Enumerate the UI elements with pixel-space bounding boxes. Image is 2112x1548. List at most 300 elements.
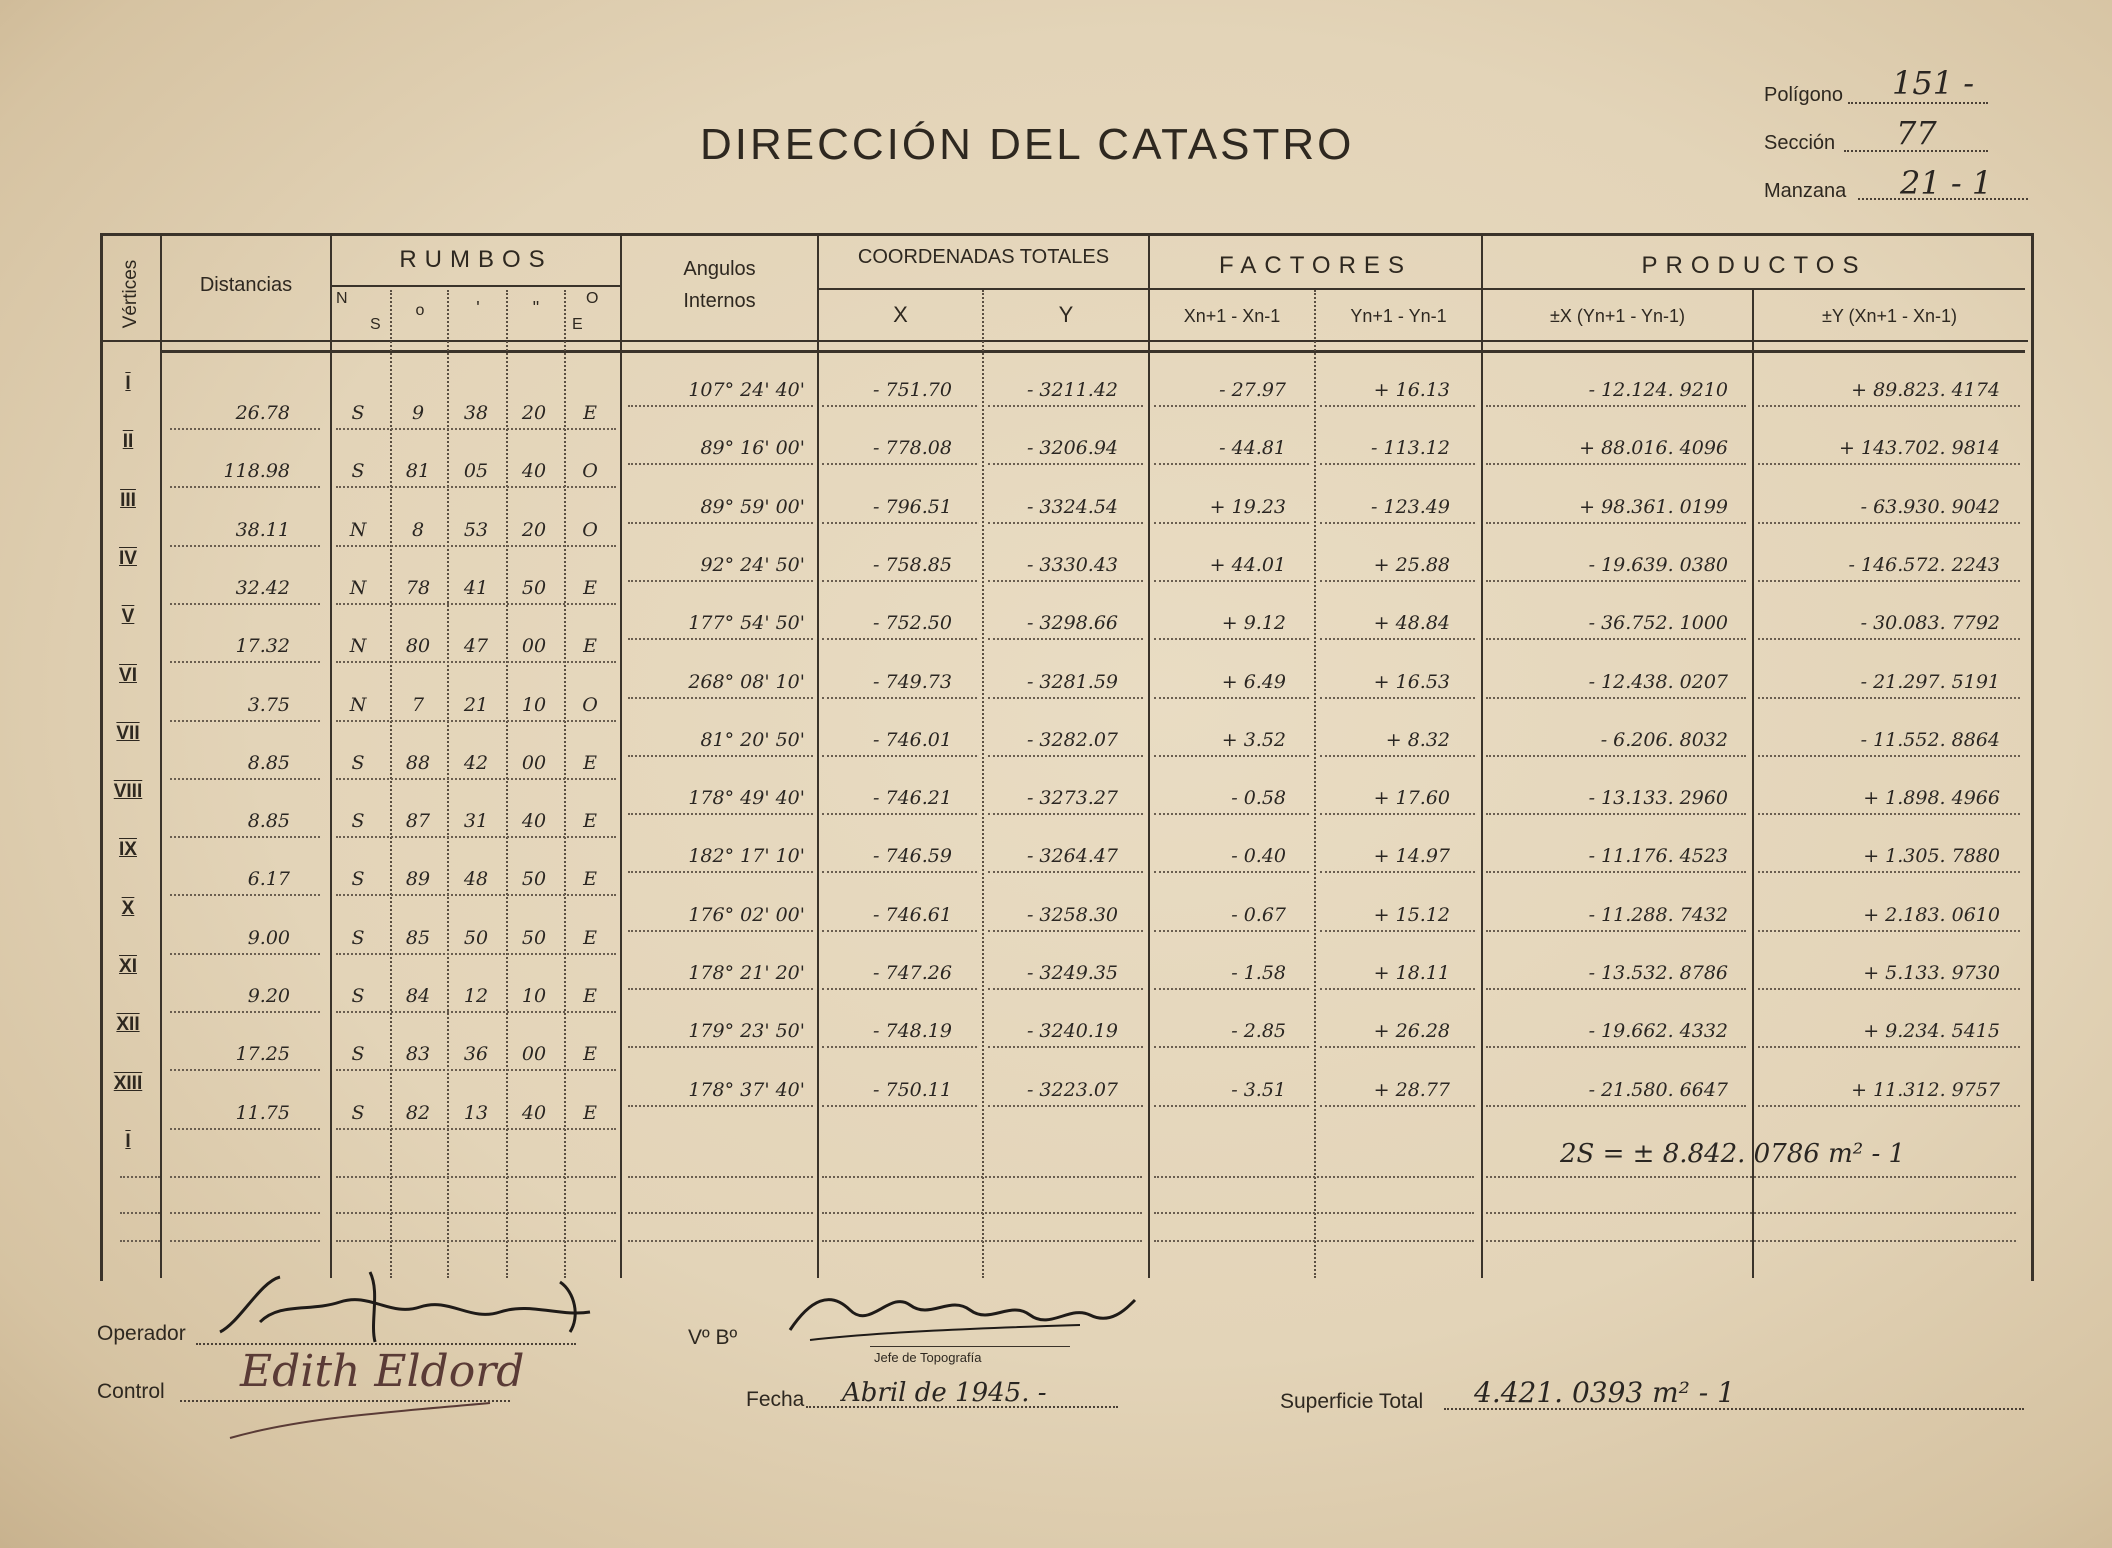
x-cell: - 748.19 [873, 1020, 952, 1043]
vertex-label: XI [119, 956, 137, 977]
rumbo-eo-cell: E [583, 1043, 597, 1066]
row-dotted-rule [1486, 755, 1746, 757]
px-cell: - 21.580. 6647 [1588, 1078, 1728, 1101]
row-dotted-rule [170, 603, 320, 605]
rumbo-deg-cell: 89 [405, 868, 431, 891]
row-dotted-rule [1154, 930, 1309, 932]
row-dotted-rule [170, 953, 320, 955]
x-cell: - 746.59 [873, 845, 952, 868]
row-dotted-rule [1154, 638, 1309, 640]
fx-cell: - 0.40 [1231, 845, 1286, 868]
row-dotted-rule [988, 988, 1143, 990]
distance-cell: 8.85 [247, 751, 290, 774]
rumbo-sec-cell: 40 [521, 1101, 547, 1124]
row-dotted-rule [336, 1176, 616, 1178]
row-dotted-rule [628, 697, 813, 699]
rumbo-ns-header: N [336, 290, 348, 307]
fecha-label: Fecha [746, 1388, 805, 1411]
row-dotted-rule [1486, 1105, 1746, 1107]
row-dotted-rule [1758, 522, 2020, 524]
row-dotted-rule [170, 1128, 320, 1130]
row-dotted-rule [628, 522, 813, 524]
row-dotted-rule [1486, 988, 1746, 990]
row-dotted-rule [1154, 1240, 1474, 1242]
row-dotted-rule [170, 1240, 320, 1242]
py-cell: - 63.930. 9042 [1860, 495, 2000, 518]
jefe-label: Jefe de Topografía [874, 1350, 982, 1365]
distance-cell: 3.75 [247, 693, 290, 716]
rumbo-ns-cell: N [349, 635, 367, 658]
distance-cell: 9.00 [247, 926, 290, 949]
fy-cell: - 123.49 [1371, 495, 1450, 518]
rumbo-eo-cell: E [583, 926, 597, 949]
row-dotted-rule [628, 755, 813, 757]
rumbo-deg-cell: 7 [411, 693, 425, 716]
px-cell: - 19.639. 0380 [1588, 553, 1728, 576]
py-cell: + 1.305. 7880 [1863, 845, 2000, 868]
rumbo-deg-cell: 9 [411, 402, 425, 424]
row-dotted-rule [170, 720, 320, 722]
fy-cell: + 16.13 [1373, 379, 1450, 401]
coordenadas-header: COORDENADAS TOTALES [857, 246, 1110, 268]
row-dotted-rule [170, 778, 320, 780]
angle-cell: 178° 49' 40' [688, 787, 805, 810]
angle-cell: 179° 23' 50' [688, 1020, 805, 1043]
px-cell: - 13.133. 2960 [1588, 787, 1728, 810]
row-dotted-rule [1486, 580, 1746, 582]
row-dotted-rule [822, 813, 977, 815]
row-dotted-rule [988, 1046, 1143, 1048]
row-dotted-rule [988, 1105, 1143, 1107]
row-dotted-rule [1154, 813, 1309, 815]
row-dotted-rule [1154, 988, 1309, 990]
rumbo-min-cell: 50 [463, 926, 489, 949]
rumbo-sec-cell: 20 [521, 402, 547, 424]
angle-cell: 176° 02' 00' [688, 903, 805, 926]
row-dotted-rule [822, 1240, 1142, 1242]
row-dotted-rule [336, 545, 616, 547]
row-dotted-rule [1758, 871, 2020, 873]
x-cell: - 746.61 [873, 903, 952, 926]
row-dotted-rule [1758, 755, 2020, 757]
row-dotted-rule [628, 1105, 813, 1107]
operador-label: Operador [97, 1322, 186, 1345]
rumbo-ns-cell: S [351, 926, 365, 949]
seccion-label: Sección [1764, 132, 1836, 154]
row-dotted-rule [988, 930, 1143, 932]
rumbo-eo-cell: O [582, 518, 598, 541]
row-dotted-rule [1486, 1176, 2016, 1178]
row-dotted-rule [1758, 930, 2020, 932]
x-cell: - 750.11 [873, 1078, 952, 1101]
row-dotted-rule [1486, 463, 1746, 465]
row-dotted-rule [1758, 697, 2020, 699]
internos-header: Internos [683, 290, 756, 312]
x-cell: - 758.85 [873, 553, 952, 576]
fy-cell: - 113.12 [1371, 437, 1450, 460]
x-cell: - 751.70 [873, 379, 952, 401]
manzana-label: Manzana [1764, 180, 1847, 202]
row-dotted-rule [628, 580, 813, 582]
row-dotted-rule [1154, 1176, 1474, 1178]
vertex-label: I [125, 373, 131, 394]
row-dotted-rule [336, 720, 616, 722]
row-dotted-rule [170, 1069, 320, 1071]
rumbo-sec-cell: 00 [521, 1043, 547, 1066]
row-dotted-rule [1154, 1105, 1309, 1107]
row-dotted-rule [336, 1240, 616, 1242]
distance-cell: 17.32 [235, 635, 290, 658]
row-dotted-rule [1320, 988, 1475, 990]
rumbo-sec-cell: 00 [521, 751, 547, 774]
rumbo-eo-cell: E [583, 635, 597, 658]
row-dotted-rule [628, 1176, 813, 1178]
row-dotted-rule [988, 755, 1143, 757]
px-cell: + 98.361. 0199 [1579, 495, 1728, 518]
vertex-label: X [121, 897, 135, 919]
row-dotted-rule [336, 836, 616, 838]
rumbo-sec-cell: 50 [521, 868, 547, 891]
vertex-label: III [120, 489, 136, 511]
distance-cell: 11.75 [235, 1101, 290, 1124]
distancias-header: Distancias [199, 274, 293, 296]
py-cell: - 146.572. 2243 [1848, 553, 2000, 576]
superficie-label: Superficie Total [1280, 1390, 1424, 1413]
py-cell: + 2.183. 0610 [1863, 903, 2000, 926]
distance-cell: 38.11 [235, 518, 290, 541]
row-dotted-rule [1320, 930, 1475, 932]
py-cell: + 89.823. 4174 [1851, 379, 2000, 401]
rumbo-min-cell: 36 [463, 1043, 489, 1066]
fx-cell: - 0.58 [1231, 787, 1286, 810]
angle-cell: 182° 17' 10' [688, 845, 805, 868]
y-cell: - 3223.07 [1026, 1078, 1118, 1101]
rumbo-eo-cell: E [583, 985, 597, 1007]
row-dotted-rule [822, 580, 977, 582]
rumbo-sec-cell: 00 [521, 635, 547, 658]
fy-cell: + 48.84 [1373, 612, 1450, 635]
x-cell: - 778.08 [873, 437, 952, 460]
row-dotted-rule [1486, 1240, 2016, 1242]
px-cell: - 36.752. 1000 [1588, 612, 1728, 635]
vertex-label: VII [116, 722, 140, 744]
row-dotted-rule [822, 1212, 1142, 1214]
row-dotted-rule [336, 1069, 616, 1071]
row-dotted-rule [628, 871, 813, 873]
px-header: ±X (Yn+1 - Yn-1) [1549, 306, 1686, 326]
rumbo-min-cell: 42 [463, 751, 489, 774]
row-dotted-rule [988, 871, 1143, 873]
y-cell: - 3324.54 [1026, 495, 1118, 518]
row-dotted-rule [988, 405, 1143, 407]
row-dotted-rule [336, 603, 616, 605]
row-dotted-rule [336, 1212, 616, 1214]
py-header: ±Y (Xn+1 - Xn-1) [1821, 306, 1958, 326]
vertex-label: I [125, 1130, 131, 1152]
rumbo-sec-cell: 50 [521, 926, 547, 949]
row-dotted-rule [628, 930, 813, 932]
rumbo-ns-cell: N [349, 518, 367, 541]
row-dotted-rule [1758, 463, 2020, 465]
row-dotted-rule [1758, 988, 2020, 990]
distance-cell: 6.17 [247, 868, 290, 891]
row-dotted-rule [1486, 405, 1746, 407]
rumbo-ns-cell: S [351, 1043, 365, 1066]
x-cell: - 796.51 [873, 495, 952, 518]
rumbos-header: RUMBOS [399, 246, 553, 273]
angle-cell: 178° 21' 20' [688, 962, 805, 984]
row-dotted-rule [1320, 813, 1475, 815]
px-cell: - 19.662. 4332 [1588, 1020, 1728, 1043]
py-cell: - 21.297. 5191 [1860, 670, 2000, 693]
angle-cell: 178° 37' 40' [688, 1078, 805, 1101]
row-dotted-rule [1320, 871, 1475, 873]
row-dotted-rule [1486, 1046, 1746, 1048]
px-cell: - 12.438. 0207 [1588, 670, 1728, 693]
row-dotted-rule [822, 755, 977, 757]
rumbo-ns-cell: S [351, 810, 365, 833]
row-dotted-rule [628, 1046, 813, 1048]
rumbo-min-cell: 41 [463, 576, 489, 599]
vertex-label: IV [119, 547, 137, 569]
row-dotted-rule [1320, 755, 1475, 757]
row-dotted-rule [628, 405, 813, 407]
row-dotted-rule [988, 580, 1143, 582]
row-dotted-rule [822, 697, 977, 699]
rumbo-min-cell: 47 [463, 635, 489, 658]
distance-cell: 26.78 [235, 402, 290, 424]
vertex-label: XIII [113, 1072, 143, 1094]
row-dotted-rule [170, 836, 320, 838]
row-dotted-rule [170, 545, 320, 547]
vertex-label: VI [119, 664, 137, 686]
row-dotted-rule [1486, 638, 1746, 640]
productos-header: PRODUCTOS [1641, 252, 1867, 279]
y-cell: - 3249.35 [1026, 962, 1118, 984]
y-cell: - 3273.27 [1026, 787, 1118, 810]
rumbo-ns-cell: S [351, 460, 365, 483]
px-cell: - 11.288. 7432 [1588, 903, 1728, 926]
fx-cell: - 27.97 [1219, 379, 1286, 401]
seccion-value: 77 [1896, 114, 1937, 152]
row-dotted-rule [1154, 405, 1309, 407]
row-dotted-rule [1320, 580, 1475, 582]
x-cell: - 746.21 [873, 787, 952, 810]
row-dotted-rule [336, 778, 616, 780]
y-cell: - 3264.47 [1026, 845, 1118, 868]
y-cell: - 3206.94 [1026, 437, 1118, 460]
row-dotted-rule [1486, 871, 1746, 873]
row-dotted-rule [628, 638, 813, 640]
row-dotted-rule [822, 463, 977, 465]
control-label: Control [97, 1380, 165, 1403]
operador-signature [200, 1262, 600, 1352]
fy-cell: + 28.77 [1373, 1078, 1450, 1101]
fx-cell: + 3.52 [1221, 728, 1286, 751]
fx-cell: + 44.01 [1209, 553, 1286, 576]
sum-cell: 2S = ± 8.842. 0786 m² - 1 [1560, 1138, 1906, 1169]
row-dotted-rule [1758, 405, 2020, 407]
superficie-value: 4.421. 0393 m² - 1 [1474, 1376, 1735, 1409]
row-dotted-rule [170, 1011, 320, 1013]
angle-cell: 81° 20' 50' [700, 728, 805, 751]
y-cell: - 3211.42 [1026, 379, 1118, 401]
row-dotted-rule [988, 697, 1143, 699]
jefe-line [870, 1346, 1070, 1347]
fx-cell: - 3.51 [1231, 1078, 1286, 1101]
fx-header: Xn+1 - Xn-1 [1183, 306, 1281, 326]
row-dotted-rule [822, 988, 977, 990]
rumbo-ns-cell: S [351, 868, 365, 891]
row-dotted-rule [1758, 638, 2020, 640]
row-dotted-rule [1154, 463, 1309, 465]
fy-cell: + 16.53 [1373, 670, 1450, 693]
rumbo-min-cell: 31 [463, 810, 489, 833]
rumbo-eo-cell: O [582, 693, 598, 716]
py-cell: + 9.234. 5415 [1863, 1020, 2000, 1043]
x-cell: - 747.26 [873, 962, 952, 984]
row-dotted-rule [1154, 755, 1309, 757]
rumbo-deg-cell: 81 [405, 460, 431, 483]
rumbo-deg-cell: 84 [405, 985, 431, 1007]
rumbo-min-cell: 38 [463, 402, 489, 424]
vertex-label: V [121, 606, 135, 628]
px-cell: - 13.532. 8786 [1588, 962, 1728, 984]
rumbo-eo-cell: E [583, 810, 597, 833]
vertex-label: VIII [113, 781, 143, 803]
control-signature-flourish [220, 1398, 500, 1448]
x-cell: - 749.73 [873, 670, 952, 693]
poligono-label: Polígono [1764, 84, 1843, 106]
rumbo-sec-cell: 20 [521, 518, 547, 541]
y-cell: - 3298.66 [1026, 612, 1118, 635]
row-dotted-rule [1320, 405, 1475, 407]
row-dotted-rule [988, 522, 1143, 524]
fy-cell: + 15.12 [1373, 903, 1450, 926]
fy-cell: + 8.32 [1385, 728, 1450, 751]
row-dotted-rule [1320, 1105, 1475, 1107]
fx-cell: + 19.23 [1209, 495, 1286, 518]
py-cell: + 5.133. 9730 [1863, 962, 2000, 984]
row-dotted-rule [628, 463, 813, 465]
rumbo-deg-cell: 82 [405, 1101, 431, 1124]
row-dotted-rule [1486, 930, 1746, 932]
py-cell: + 143.702. 9814 [1839, 437, 2000, 460]
row-dotted-rule [1486, 522, 1746, 524]
row-dotted-rule [822, 1046, 977, 1048]
rumbo-min-header: ' [476, 298, 480, 318]
row-dotted-rule [1486, 1212, 2016, 1214]
row-dotted-rule [822, 405, 977, 407]
rumbo-min-cell: 21 [463, 693, 489, 716]
row-dotted-rule [1154, 871, 1309, 873]
fy-header: Yn+1 - Yn-1 [1350, 306, 1447, 326]
rumbo-deg-cell: 83 [405, 1043, 431, 1066]
row-dotted-rule [988, 813, 1143, 815]
y-cell: - 3240.19 [1026, 1020, 1118, 1043]
py-cell: - 11.552. 8864 [1860, 728, 2000, 751]
angulos-header: Angulos [683, 258, 756, 280]
fx-cell: - 44.81 [1219, 437, 1286, 460]
row-dotted-rule [170, 428, 320, 430]
row-dotted-rule [1154, 1046, 1309, 1048]
angle-cell: 177° 54' 50' [688, 612, 805, 635]
row-dotted-rule [988, 463, 1143, 465]
fx-cell: - 2.85 [1231, 1020, 1286, 1043]
poligono-value: 151 - [1892, 64, 1975, 102]
row-dotted-rule [336, 661, 616, 663]
row-dotted-rule [822, 930, 977, 932]
rumbo-deg-header: o [415, 302, 425, 319]
vertex-label: IX [119, 839, 137, 861]
row-dotted-rule [170, 894, 320, 896]
factores-header: FACTORES [1219, 252, 1412, 279]
rumbo-eo-cell: E [583, 1101, 597, 1124]
vertex-label: XII [116, 1014, 140, 1036]
row-dotted-rule [822, 522, 977, 524]
rumbo-ns-cell: S [351, 402, 365, 424]
fx-cell: - 1.58 [1231, 962, 1286, 984]
row-dotted-rule [336, 953, 616, 955]
row-dotted-rule [170, 1176, 320, 1178]
y-cell: - 3282.07 [1026, 728, 1118, 751]
x-cell: - 746.01 [873, 728, 952, 751]
rumbo-eo2-header: E [572, 316, 583, 333]
fy-cell: + 26.28 [1373, 1020, 1450, 1043]
row-dotted-rule [822, 638, 977, 640]
y-cell: - 3258.30 [1026, 903, 1118, 926]
row-dotted-rule [120, 1240, 160, 1242]
y-cell: - 3330.43 [1026, 553, 1118, 576]
distance-cell: 32.42 [235, 576, 290, 599]
row-dotted-rule [170, 486, 320, 488]
fy-cell: + 18.11 [1373, 962, 1450, 984]
x-cell: - 752.50 [873, 612, 952, 635]
angle-cell: 107° 24' 40' [688, 379, 805, 401]
rumbo-ns2-header: S [370, 316, 381, 333]
distance-cell: 9.20 [247, 985, 290, 1007]
distance-cell: 118.98 [223, 460, 290, 483]
row-dotted-rule [628, 1240, 813, 1242]
rumbo-min-cell: 12 [463, 985, 489, 1007]
row-dotted-rule [1320, 638, 1475, 640]
row-dotted-rule [120, 1176, 160, 1178]
row-dotted-rule [1154, 522, 1309, 524]
rumbo-min-cell: 05 [463, 460, 489, 483]
rumbo-eo-cell: E [583, 868, 597, 891]
px-cell: - 11.176. 4523 [1588, 845, 1728, 868]
angle-cell: 89° 59' 00' [700, 495, 805, 518]
rumbo-eo-cell: E [583, 576, 597, 599]
row-dotted-rule [1320, 697, 1475, 699]
rumbo-sec-cell: 40 [521, 810, 547, 833]
rumbo-ns-cell: N [349, 693, 367, 716]
row-dotted-rule [170, 1212, 320, 1214]
row-dotted-rule [1758, 813, 2020, 815]
fx-cell: + 6.49 [1221, 670, 1286, 693]
row-dotted-rule [628, 813, 813, 815]
row-dotted-rule [1154, 580, 1309, 582]
angle-cell: 268° 08' 10' [688, 670, 805, 693]
fy-cell: + 25.88 [1373, 553, 1450, 576]
py-cell: + 11.312. 9757 [1851, 1078, 2000, 1101]
vobo-label: Vº Bº [688, 1326, 738, 1349]
angle-cell: 89° 16' 00' [700, 437, 805, 460]
row-dotted-rule [822, 871, 977, 873]
rumbo-ns-cell: N [349, 576, 367, 599]
row-dotted-rule [988, 638, 1143, 640]
rumbo-min-cell: 13 [463, 1101, 489, 1124]
